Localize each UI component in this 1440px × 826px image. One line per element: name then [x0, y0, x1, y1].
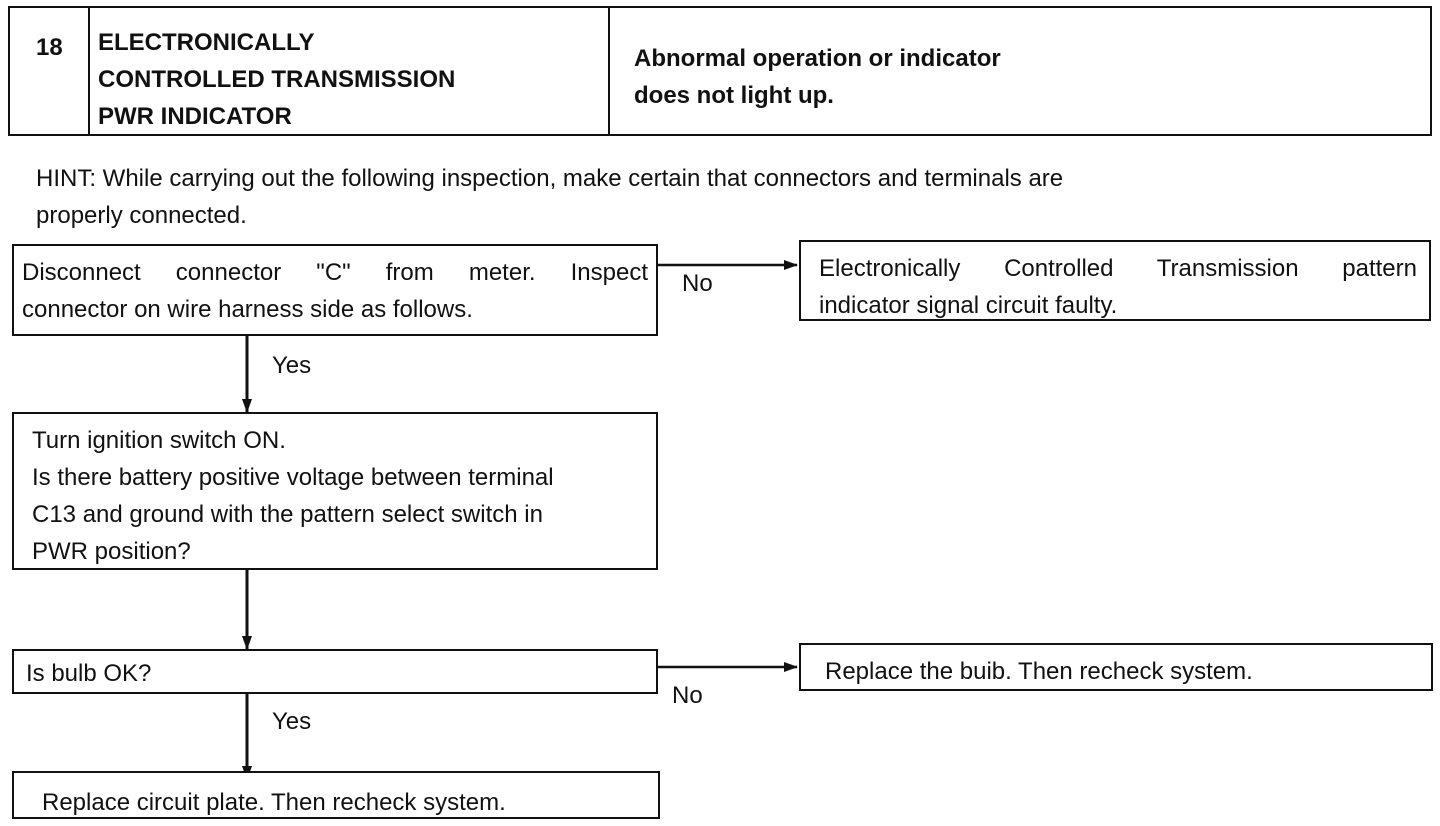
result-replace-bulb [799, 643, 1433, 691]
step-check-battery-voltage [12, 412, 658, 570]
hint-line: properly connected. [36, 202, 247, 229]
label-no: No [672, 682, 703, 709]
step-line: Is there battery positive voltage between terminal [32, 464, 554, 491]
result-line: indicator signal circuit faulty. [819, 292, 1118, 319]
step-replace-circuit-plate [12, 771, 660, 819]
label-yes: Yes [272, 352, 312, 379]
step-line: Replace circuit plate. Then recheck system. [42, 789, 506, 816]
label-no: No [682, 270, 713, 297]
step-line: Disconnect connector "C" from meter. Inspect [22, 259, 648, 286]
step-line: PWR position? [32, 538, 191, 565]
symptom-line: does not light up. [634, 82, 834, 109]
result-line: Replace the buib. Then recheck system. [825, 658, 1253, 685]
result-signal-circuit-faulty [799, 240, 1431, 321]
hint-line: HINT: While carrying out the following inspection, make certain that connectors and terminals are [36, 165, 1064, 192]
system-title-line: CONTROLLED TRANSMISSION [98, 66, 456, 93]
result-line: Electronically Controlled Transmission pattern [819, 255, 1417, 282]
system-title-line: PWR INDICATOR [98, 103, 292, 130]
label-yes: Yes [272, 708, 312, 735]
step-line: Is bulb OK? [26, 660, 152, 687]
step-check-bulb [12, 649, 658, 694]
step-line: connector on wire harness side as follows. [22, 296, 473, 323]
step-line: C13 and ground with the pattern select switch in [32, 501, 543, 528]
problem-number: 18 [10, 8, 90, 134]
system-title-line: ELECTRONICALLY [98, 29, 315, 56]
step-disconnect-connector [12, 244, 658, 336]
step-line: Turn ignition switch ON. [32, 427, 286, 454]
symptom-line: Abnormal operation or indicator [634, 45, 1001, 72]
